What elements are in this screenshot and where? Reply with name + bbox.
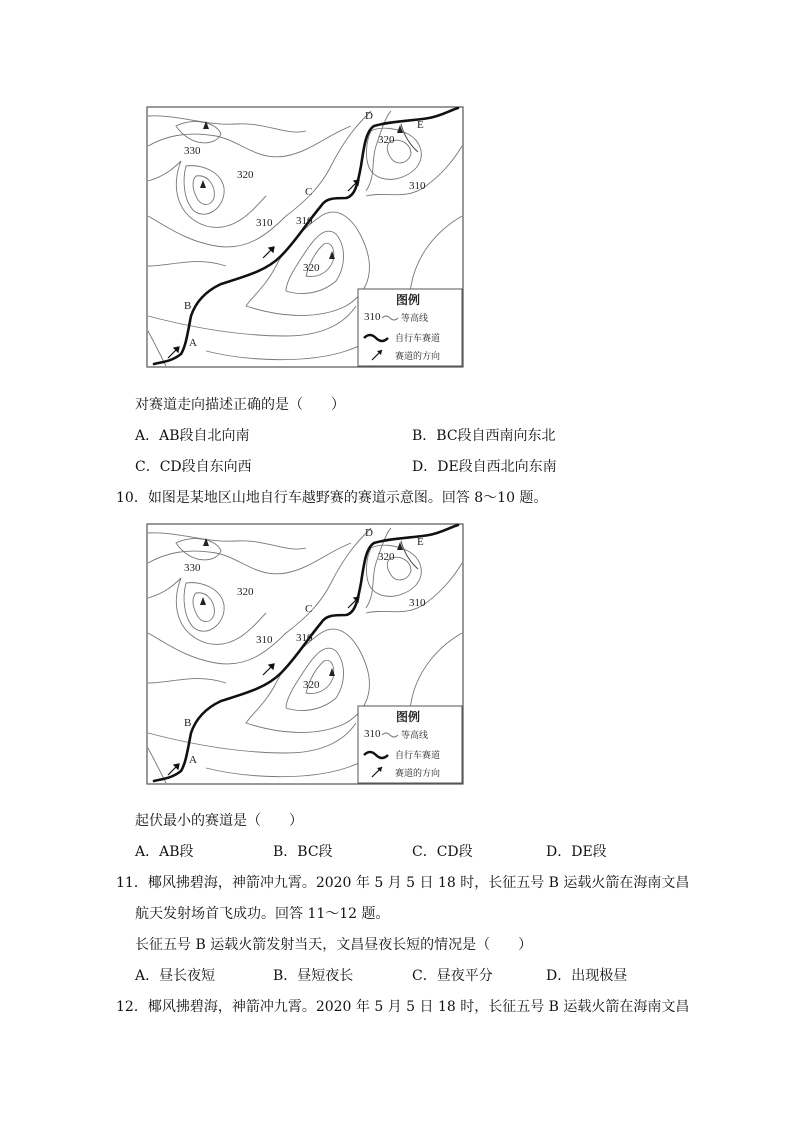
point-e: E (417, 536, 424, 548)
legend-contour-value: 310 (364, 311, 381, 323)
q11-option-c: C．昼夜平分 (412, 968, 493, 984)
q10-option-a: A．AB段 (135, 844, 194, 860)
contour-label-320-east: 320 (378, 551, 395, 563)
q9-stem: 对赛道走向描述正确的是（ ） (135, 397, 345, 413)
legend (358, 289, 462, 366)
legend-contour-label: 等高线 (401, 314, 429, 324)
point-c: C (305, 603, 313, 615)
q11-option-d: D．出现极昼 (546, 968, 628, 984)
contour-label-330: 330 (184, 145, 201, 157)
legend-track-label: 自行车赛道 (395, 334, 441, 344)
point-e: E (417, 119, 424, 131)
q11-option-a: A．昼长夜短 (135, 968, 216, 984)
legend-title: 图例 (396, 710, 421, 724)
route-map-1 (146, 106, 464, 368)
q9-option-d: D．DE段自西北向东南 (412, 459, 557, 475)
legend (358, 706, 462, 783)
point-a: A (189, 337, 197, 349)
q9-option-b: B．BC段自西南向东北 (412, 428, 556, 444)
q10-option-c: C．CD段 (412, 844, 473, 860)
contour-label-310-west: 310 (256, 217, 273, 229)
contour-label-310-east: 310 (409, 597, 426, 609)
legend-contour-value: 310 (364, 728, 381, 740)
point-d: D (365, 527, 373, 539)
legend-contour-label: 等高线 (401, 731, 429, 741)
legend-title: 图例 (396, 293, 421, 307)
q10-stem: 起伏最小的赛道是（ ） (135, 813, 303, 829)
q10-option-d: D．DE段 (546, 844, 607, 860)
route-map-2 (146, 523, 464, 785)
point-c: C (305, 186, 313, 198)
legend-track-label: 自行车赛道 (395, 751, 441, 761)
q10-option-b: B．BC段 (273, 844, 333, 860)
contour-label-320-east: 320 (378, 134, 395, 146)
point-b: B (184, 300, 192, 312)
q11-stem: 长征五号 B 运载火箭发射当天，文昌昼夜长短的情况是（ ） (135, 937, 533, 953)
contour-label-310-east: 310 (409, 180, 426, 192)
point-d: D (365, 110, 373, 122)
point-b: B (184, 717, 192, 729)
q9-option-a: A．AB段自北向南 (135, 428, 250, 444)
contour-label-310-center: 310 (296, 632, 313, 644)
contour-label-320-center: 320 (303, 262, 320, 274)
contour-label-330: 330 (184, 562, 201, 574)
contour-label-320-west: 320 (237, 586, 254, 598)
q10-header: 10．如图是某地区山地自行车越野赛的赛道示意图。回答 8～10 题。 (116, 490, 548, 506)
q11-line1: 11．椰风拂碧海，神箭冲九霄。2020 年 5 月 5 日 18 时，长征五号 B 运载火箭在海南文昌 (116, 875, 690, 891)
q9-option-c: C．CD段自东向西 (135, 459, 252, 475)
legend-direction-label: 赛道的方向 (395, 352, 441, 362)
q12-line1: 12．椰风拂碧海，神箭冲九霄。2020 年 5 月 5 日 18 时，长征五号 B 运载火箭在海南文昌 (116, 999, 690, 1015)
legend-direction-label: 赛道的方向 (395, 769, 441, 779)
contour-label-310-center: 310 (296, 215, 313, 227)
q11-option-b: B．昼短夜长 (273, 968, 354, 984)
q11-line2: 航天发射场首飞成功。回答 11～12 题。 (135, 906, 390, 922)
contour-label-310-west: 310 (256, 634, 273, 646)
contour-label-320-center: 320 (303, 679, 320, 691)
contour-label-320-west: 320 (237, 169, 254, 181)
point-a: A (189, 754, 197, 766)
